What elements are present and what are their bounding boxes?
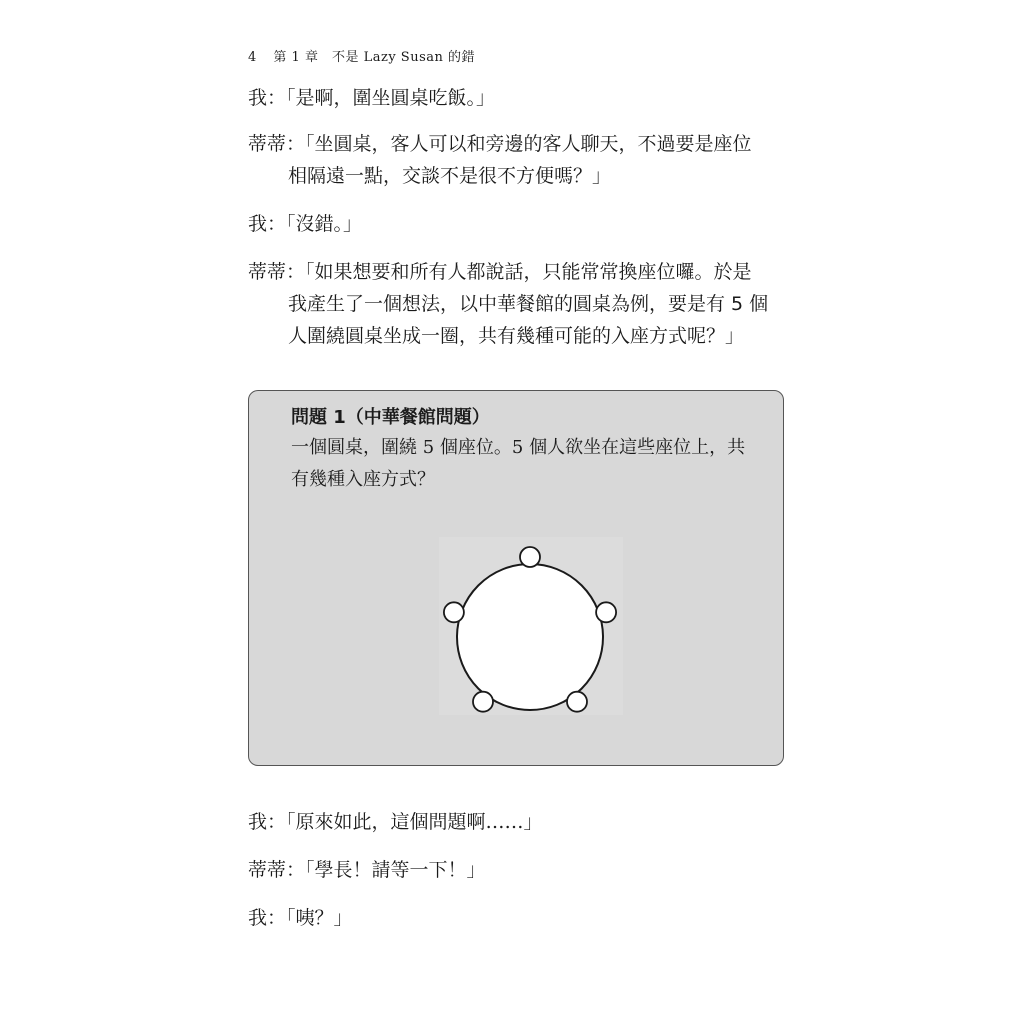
dialogue-line: 蒂蒂：「學長！請等一下！」	[248, 859, 486, 881]
table-circle	[457, 564, 603, 710]
dialogue-continuation: 相隔遠一點，交談不是很不方便嗎？」	[288, 165, 612, 187]
problem-title: 問題 1（中華餐館問題）	[291, 407, 490, 428]
dialogue-continuation: 我產生了一個想法，以中華餐館的圓桌為例，要是有 5 個	[288, 293, 769, 315]
seat-circle	[596, 602, 616, 622]
dialogue-line: 我：「原來如此，這個問題啊……」	[248, 811, 543, 833]
dialogue-continuation: 人圍繞圓桌坐成一圈，共有幾種可能的入座方式呢？」	[288, 325, 745, 347]
dialogue-line: 我：「是啊，圍坐圓桌吃飯。」	[248, 87, 496, 109]
dialogue-line: 蒂蒂：「坐圓桌，客人可以和旁邊的客人聊天，不過要是座位	[248, 133, 752, 155]
dialogue-line: 我：「沒錯。」	[248, 213, 363, 235]
round-table-diagram	[439, 537, 623, 715]
running-header	[248, 46, 475, 65]
problem-text: 有幾種入座方式？	[291, 469, 435, 490]
dialogue-line: 我：「咦？」	[248, 907, 353, 929]
seat-circle	[473, 692, 493, 712]
seat-circle	[567, 692, 587, 712]
seat-circle	[444, 602, 464, 622]
problem-text: 一個圓桌，圍繞 5 個座位。5 個人欲坐在這些座位上，共	[291, 437, 746, 458]
page-number: 4	[248, 50, 257, 65]
dialogue-line: 蒂蒂：「如果想要和所有人都說話，只能常常換座位囉。於是	[248, 261, 752, 283]
seat-circle	[520, 547, 540, 567]
problem-box	[248, 390, 784, 766]
chapter-title: 第 1 章 不是 Lazy Susan 的錯	[273, 50, 476, 65]
